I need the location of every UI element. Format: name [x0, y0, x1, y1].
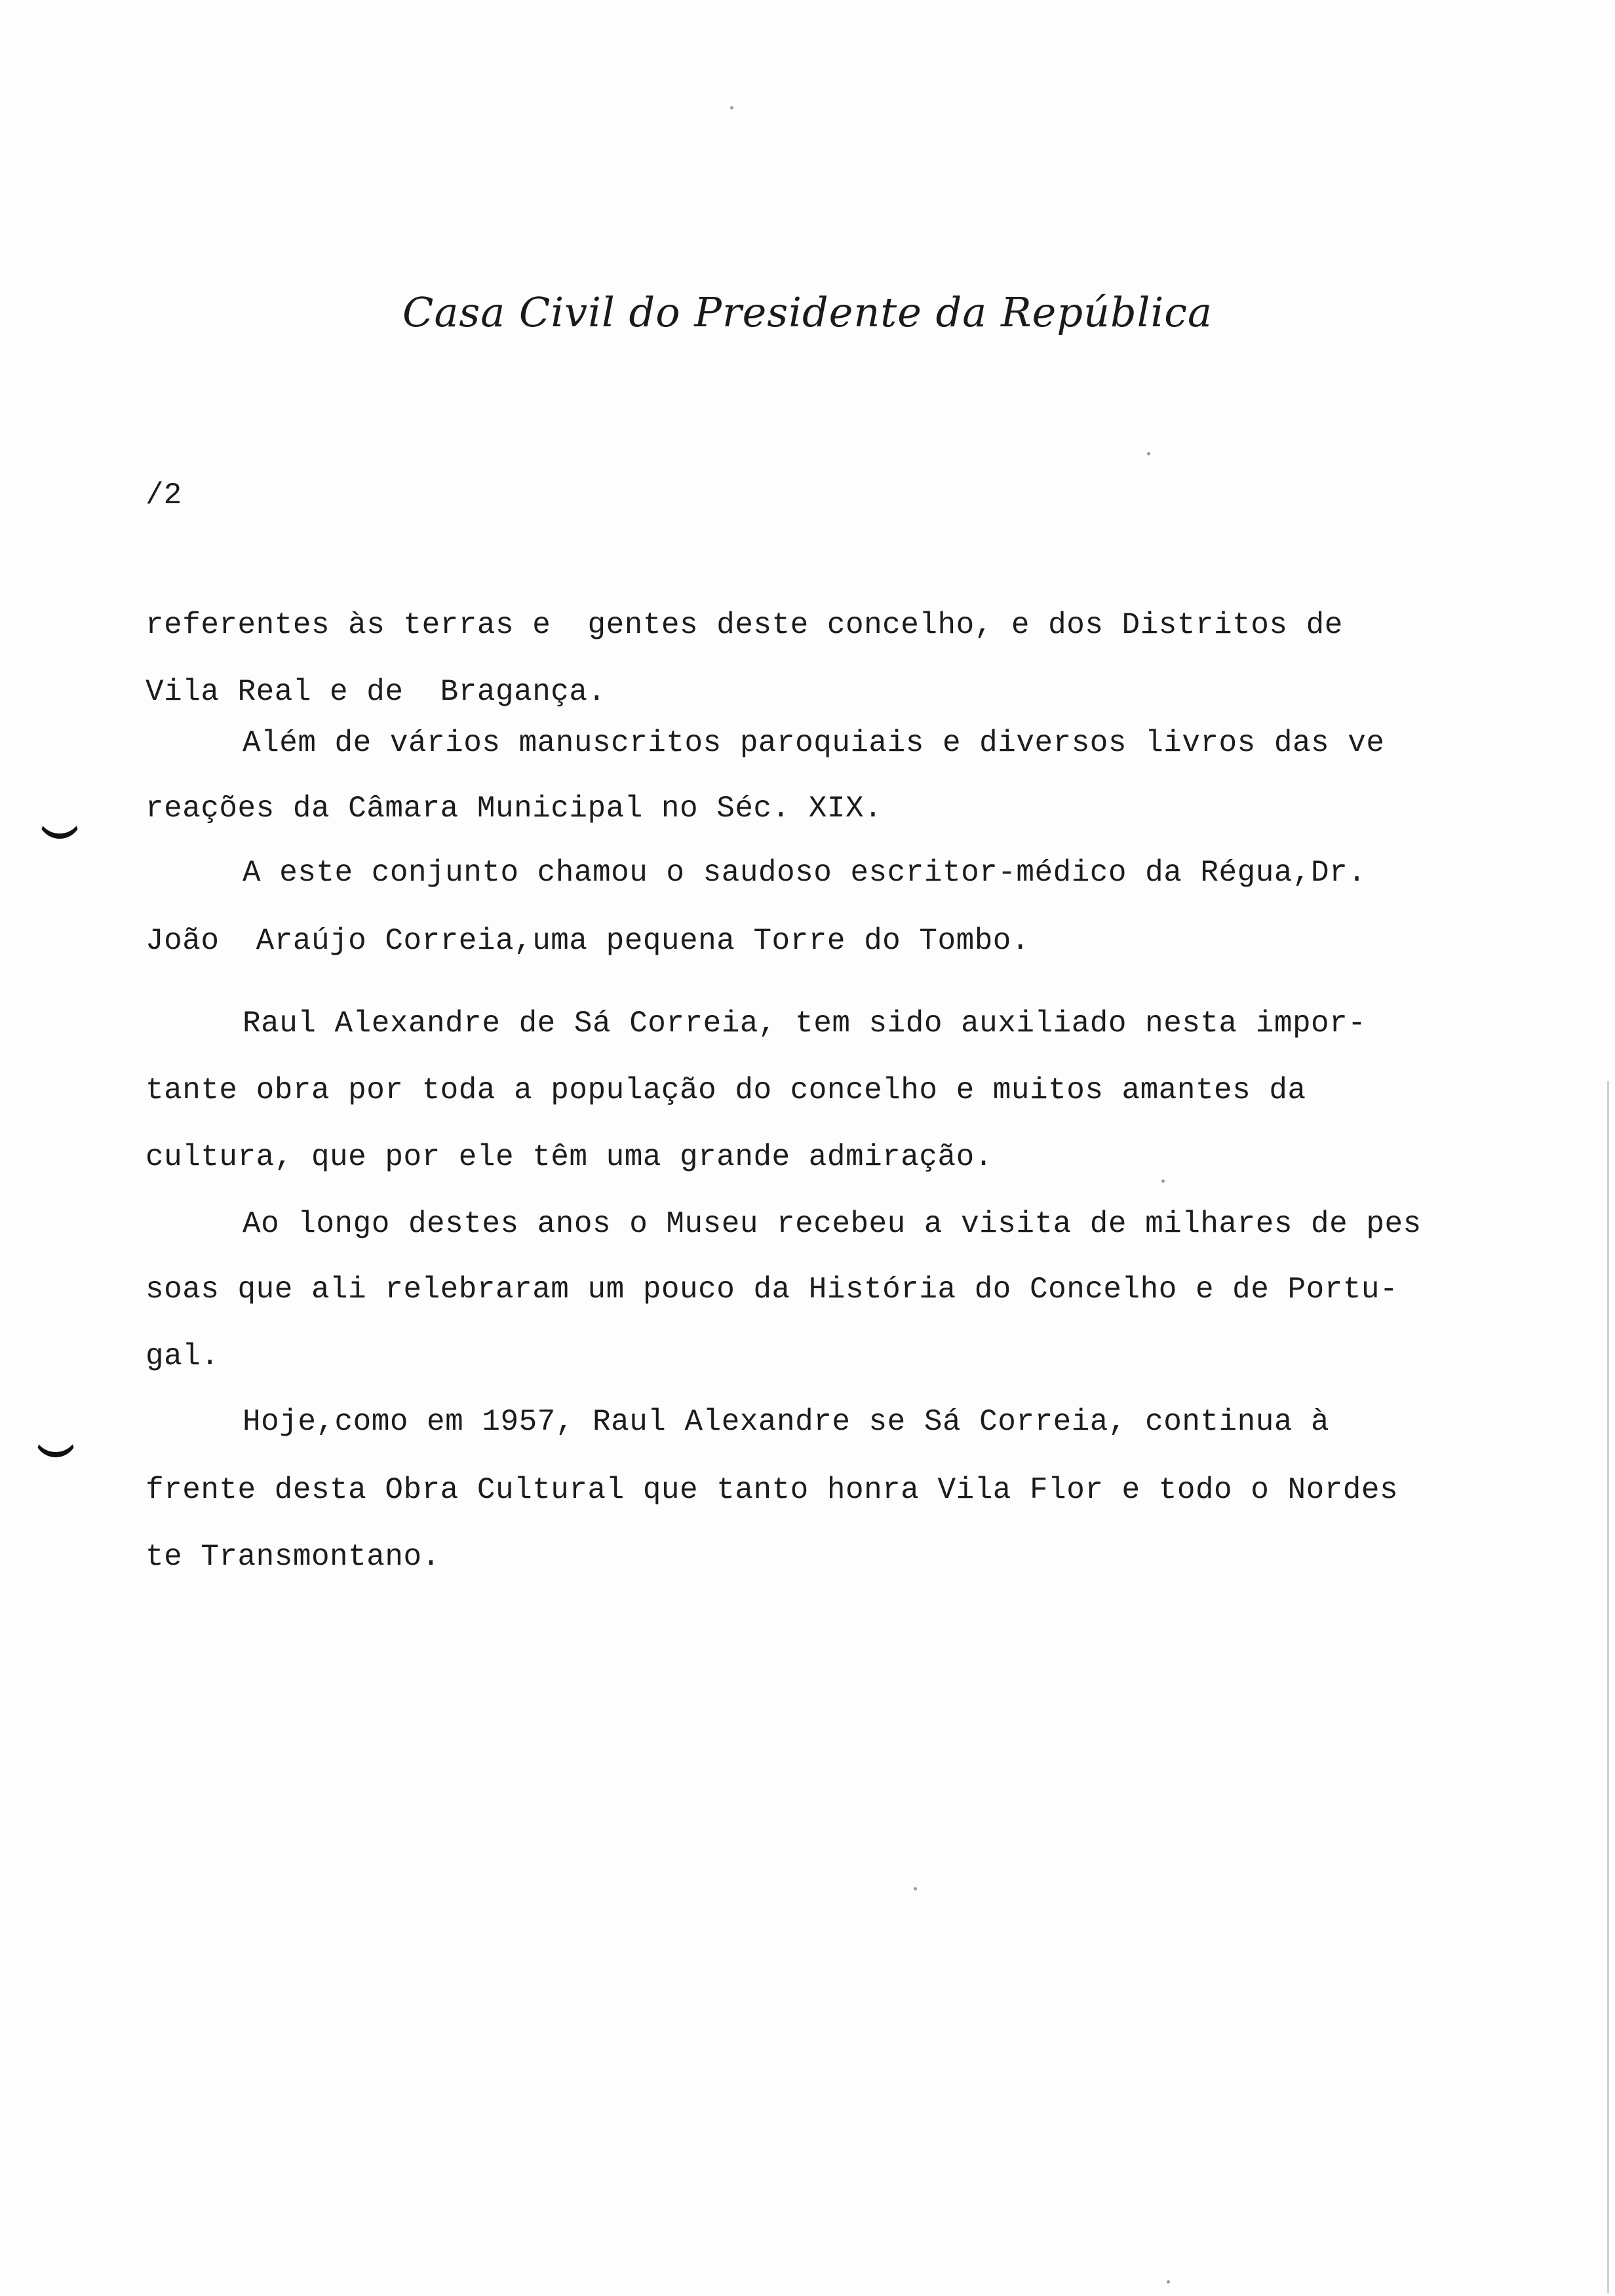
body-line: soas que ali relebraram um pouco da História do Concelho e de Portu-: [146, 1272, 1399, 1307]
body-line: gal.: [146, 1339, 220, 1373]
body-line: Hoje,como em 1957, Raul Alexandre se Sá Correia, continua à: [243, 1405, 1330, 1439]
body-line: tante obra por toda a população do concelho e muitos amantes da: [146, 1073, 1306, 1107]
body-line: João Araújo Correia,uma pequena Torre do Tombo.: [146, 924, 1030, 958]
scan-speck: [1161, 1179, 1165, 1183]
scan-speck: [914, 1887, 917, 1890]
page-edge-shadow: [1607, 1081, 1609, 2293]
body-line: cultura, que por ele têm uma grande admiração.: [146, 1140, 993, 1174]
body-line: Ao longo destes anos o Museu recebeu a visita de milhares de pes: [243, 1207, 1422, 1241]
scan-speck: [730, 106, 733, 109]
body-line: frente desta Obra Cultural que tanto honra Vila Flor e todo o Nordes: [146, 1473, 1399, 1507]
body-line: referentes às terras e gentes deste concelho, e dos Distritos de: [146, 608, 1343, 642]
body-line: te Transmontano.: [146, 1540, 440, 1574]
body-line: Raul Alexandre de Sá Correia, tem sido auxiliado nesta impor-: [243, 1006, 1367, 1041]
punch-hole-mark: [38, 816, 81, 839]
body-line: reações da Câmara Municipal no Séc. XIX.: [146, 792, 883, 826]
body-line: Vila Real e de Bragança.: [146, 675, 606, 709]
scan-speck: [1167, 2280, 1170, 2284]
body-line: Além de vários manuscritos paroquiais e diversos livros das ve: [243, 726, 1385, 760]
letterhead: Casa Civil do Presidente da República: [402, 288, 1213, 336]
page-number: /2: [146, 478, 182, 512]
scan-speck: [1147, 452, 1150, 455]
punch-hole-mark: [34, 1435, 77, 1457]
body-line: A este conjunto chamou o saudoso escritor-médico da Régua,Dr.: [243, 856, 1367, 890]
